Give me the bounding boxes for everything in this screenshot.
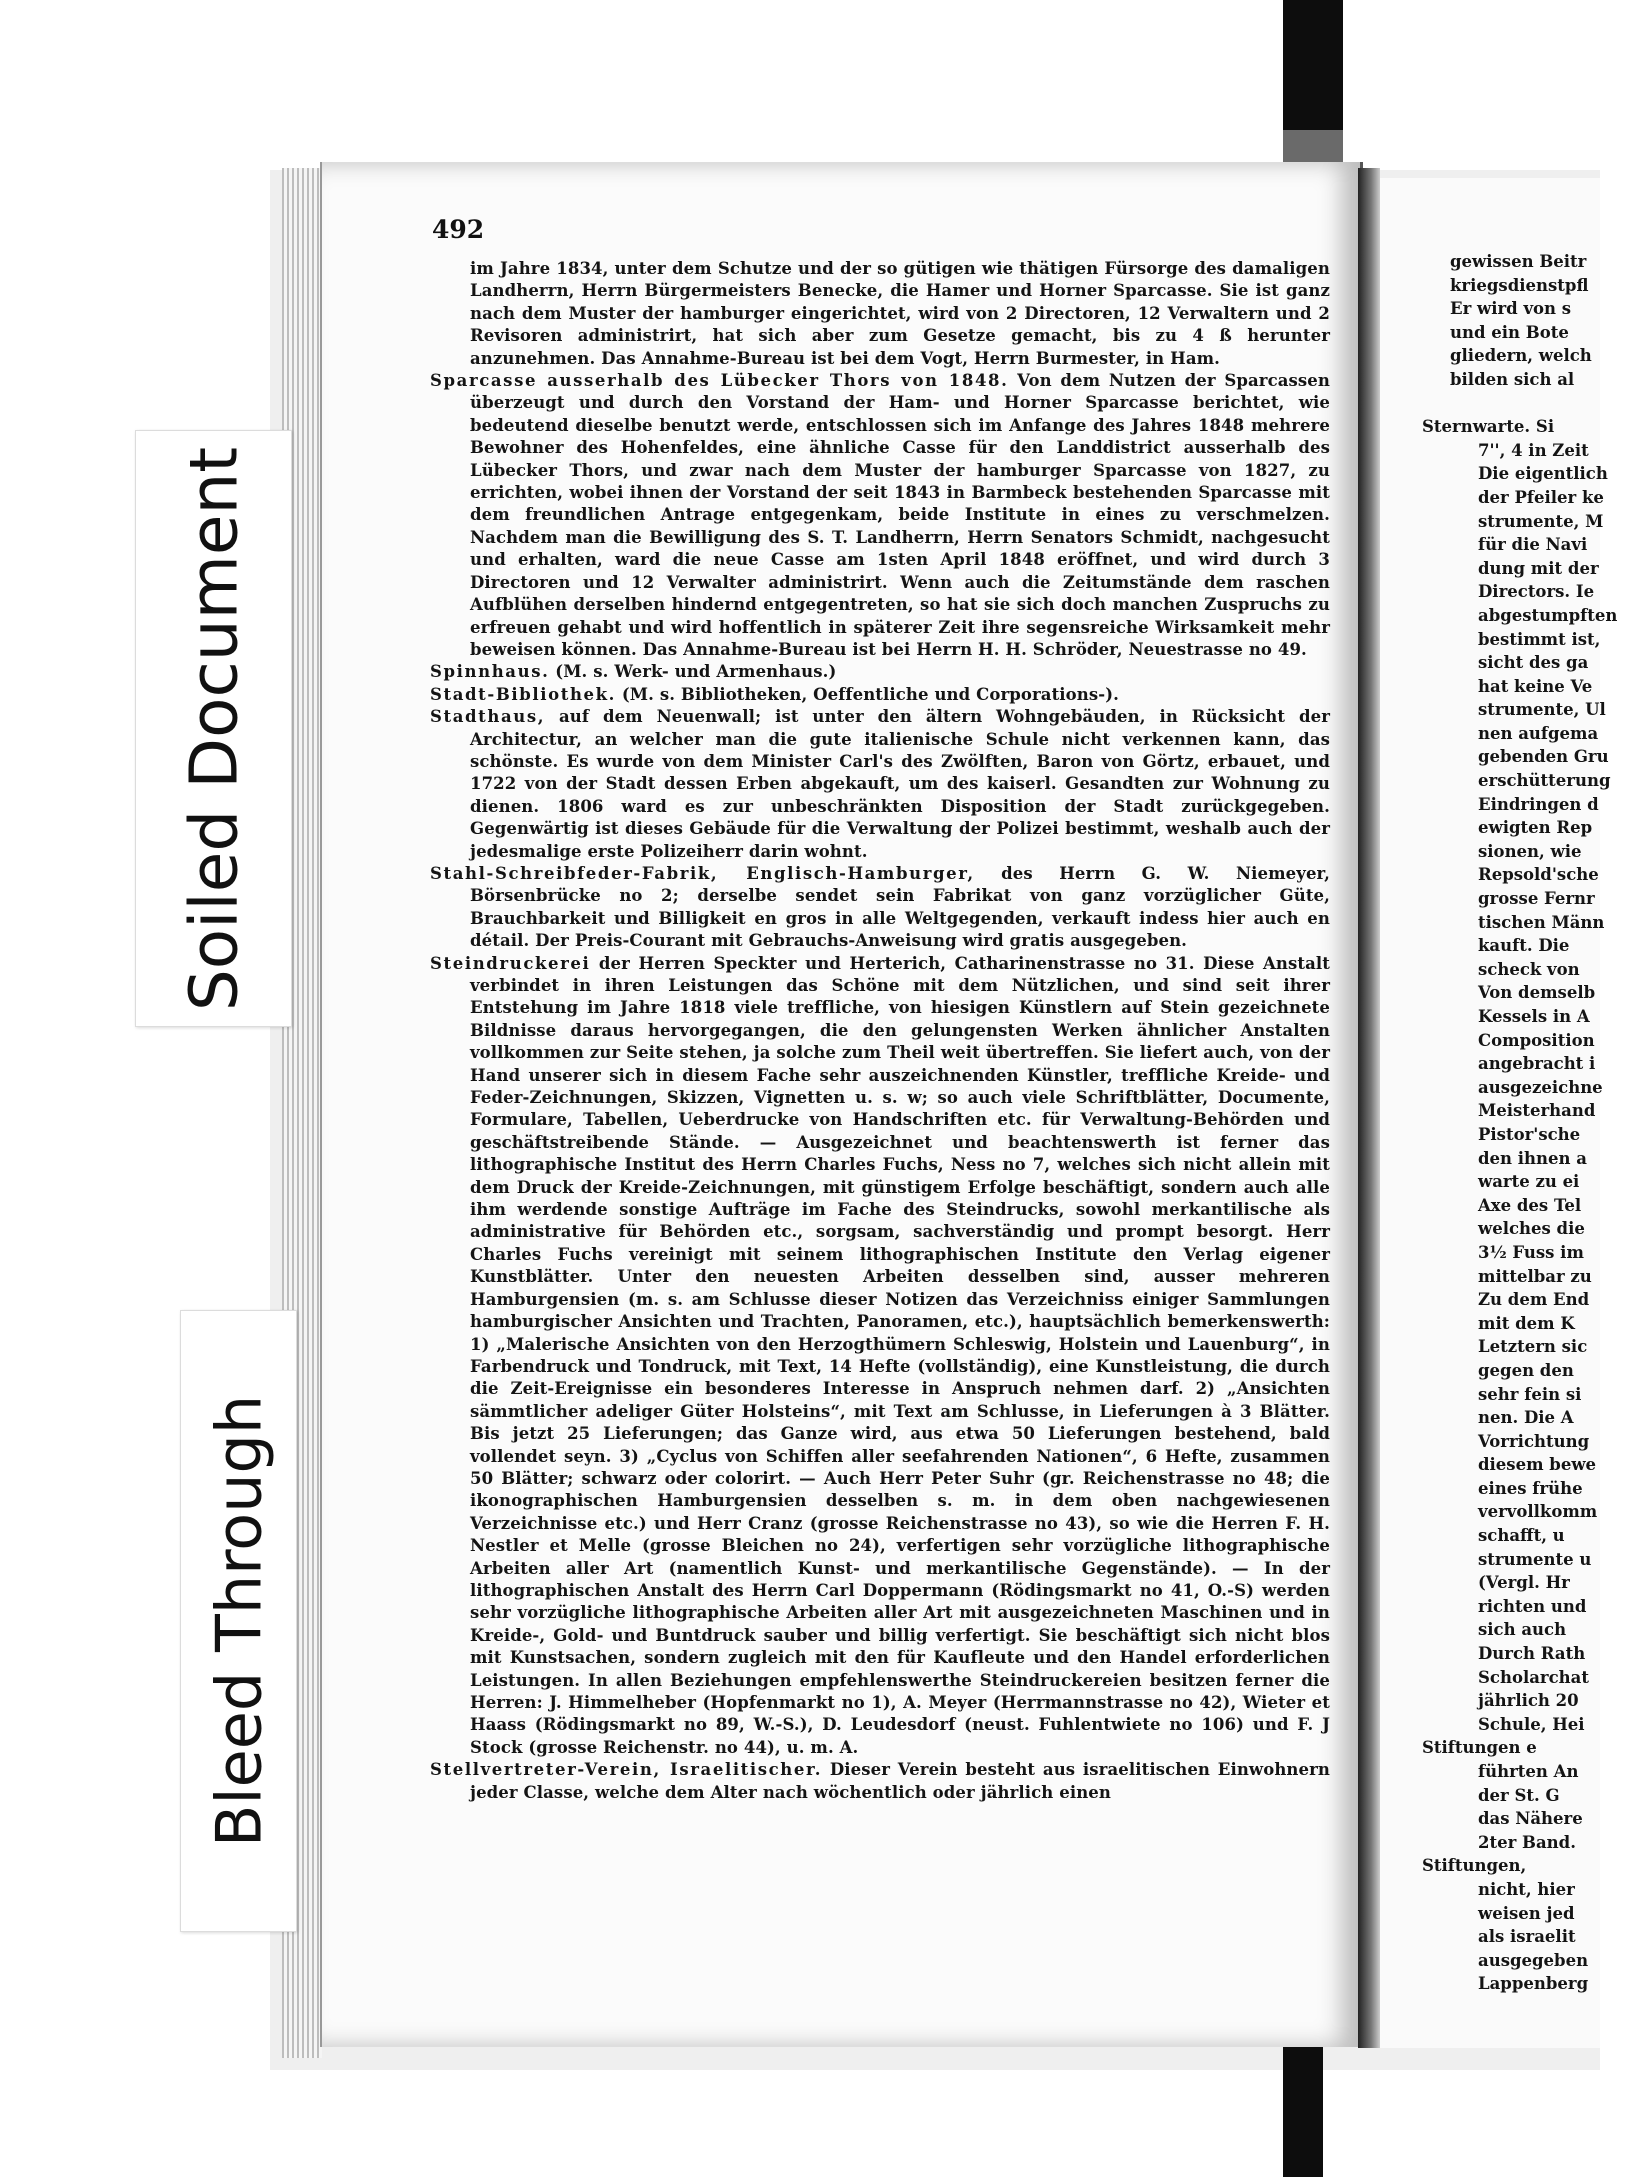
soiled-document-label	[135, 430, 292, 1027]
right-page-line: strumente u	[1478, 1549, 1592, 1569]
right-page-line: der St. G	[1478, 1785, 1560, 1805]
right-page-line: bestimmt ist,	[1478, 629, 1601, 649]
right-page-line: sich auch	[1478, 1620, 1567, 1640]
right-page-line: Letztern sic	[1478, 1337, 1588, 1357]
right-page-line: tischen Männ	[1478, 912, 1605, 932]
right-page-line: Repsold'sche	[1478, 865, 1599, 885]
right-page-line: welches die	[1478, 1219, 1585, 1239]
entry-heading: Steindruckerei	[430, 953, 591, 973]
right-page-line: Sternwarte. Si	[1422, 417, 1555, 437]
entry-body: (M. s. Werk- und Armenhaus.)	[549, 662, 837, 682]
entry-body: Dieser Verein besteht aus israelitischen Einwohnern jeder Classe, welche dem Alter nach wöchentlich oder jährlich einen	[470, 1760, 1330, 1802]
entry-body: der Herren Speckter und Herterich, Catharinenstrasse no 31. Diese Anstalt verbindet in ihren Leistungen das Schöne mit dem Nützlichen, und sind seit ihrer Entstehung im Jahre 1818 viele treffliche, von hiesigen Künstlern auf Stein gezeichnete Bildnisse daraus hervorgegangen, die den gelungensten Werken ähnlicher Anstalten vollkommen zur Seite stehen, ja solche zum Theil weit übertreffen. Sie liefert auch, von der Hand unserer sich in diesem Fache sehr auszeichnenden Künstler, treffliche Kreide- und Feder-Zeichnungen, Skizzen, Vignetten u. s. w; so auch viele Schriftblätter, Documente, Formulare, Tabellen, Ueberdrucke von Handschriften etc. für Verwaltung-Behörden und geschäftstreibende Stände. — Ausgezeichnet und beachtenswerth ist ferner das lithographische Institut des Herrn Charles Fuchs, Ness no 7, welches sich nicht allein mit dem Druck der Kreide-Zeichnungen, mit günstigem Erfolge beschäftigt, sondern auch alle ihm werdende sonstige Aufträge im Fache des Steindrucks, sowohl merkantilische als administrative für Behörden etc., sorgsam, sachverständig und prompt besorgt. Herr Charles Fuchs vereinigt mit seinem lithographischen Institute den Verlag eigener Kunstblätter. Unter den neuesten Arbeiten desselben sind, ausser mehreren Hamburgensien (m. s. am Schlusse dieser Notizen das Verzeichniss einiger Sammlungen hamburgischer Ansichten und Trachten, Panoramen, etc.), hauptsächlich bemerkenswerth: 1) „Malerische Ansichten von den Herzogthümern Schleswig, Holstein und Lauenburg“, in Farbendruck und Tondruck, mit Text, 14 Hefte (vollständig), eine Kunstleistung, die durch die Zeit-Ereignisse ein besonderes Interesse in Anspruch nehmen darf. 2) „Ansichten sämmtlicher adeliger Güter Holsteins“, mit Text am Schlusse, in Lieferungen à 3 Blätter. Bis jetzt 25 Lieferungen; das Ganze wird, aus etwa 50 Lieferungen bestehend, bald vollendet seyn. 3) „Cyclus von Schiffen aller seefahrenden Nationen“, 6 Hefte, zusammen 50 Blätter; schwarz oder colorirt. — Auch Herr Peter Suhr (gr. Reichenstrasse no 48; die ikonographischen Hamburgensien desselben s. m. in dem oben nachgewiesenen Verzeichnisse etc.) und Herr Cranz (grosse Reichenstrasse no 43), so wie die Herren F. H. Nestler et Melle (grosse Bleichen no 24), verfertigen sehr vorzügliche lithographische Arbeiten aller Art (namentlich Kunst- und merkantilische Gegenstände). — In der lithographischen Anstalt des Herrn Carl Doppermann (Rödingsmarkt no 41, O.-S) werden sehr vorzügliche lithographische Arbeiten aller Art mit ausgezeichneten Maschinen und in Kreide-, Gold- und Buntdruck sauber und billig verfertigt. Sie beschäftigt sich nicht blos mit Kunstsachen, sondern zugleich mit den für Kaufleute und den Handel erforderlichen Leistungen. In allen Beziehungen empfehlenswerthe Steindruckereien besitzen ferner die Herren: J. Himmelheber (Hopfenmarkt no 1), A. Meyer (Herrmannstrasse no 42), Wieter et Haass (Rödingsmarkt no 89, W.-S.), D. Leudesdorf (neust. Fuhlentwiete no 106) und F. J Stock (grosse Reichenstr. no 44), u. m. A.	[470, 953, 1330, 1757]
right-page-line: Meisterhand	[1478, 1101, 1596, 1121]
right-page-line: Scholarchat	[1478, 1667, 1589, 1687]
entry-body: auf dem Neuenwall; ist unter den ältern Wohngebäuden, in Rücksicht der Architectur, an welcher man die gute italienische Schule nicht verkennen kann, das schönste. Es wurde von dem Minister Carl's des Zwölften, Baron von Görtz, erbauet, und 1722 von der Stadt dessen Erben abgekauft, um des kaiserl. Gesandten zur Wohnung zu dienen. 1806 ward es zur unbeschränkten Disposition der Stadt zurückgegeben. Gegenwärtig ist dieses Gebäude für die Verwaltung der Polizei bestimmt, weshalb auch der jedesmalige erste Polizeiherr darin wohnt.	[470, 707, 1330, 861]
entry-stadthaus	[430, 706, 1330, 863]
right-page-line: dung mit der	[1478, 558, 1599, 578]
right-page-line: kauft. Die	[1478, 936, 1570, 956]
entry-stadt-bibliothek	[430, 684, 1330, 706]
right-page-line: hat keine Ve	[1478, 676, 1593, 696]
right-page-line: vervollkomm	[1478, 1502, 1598, 1522]
right-page-line: Axe des Tel	[1478, 1195, 1582, 1215]
right-page-line: richten und	[1478, 1596, 1587, 1616]
right-page-line: der Pfeiler ke	[1478, 487, 1604, 507]
right-page-line: 2ter Band.	[1478, 1832, 1576, 1852]
right-page-line: Er wird von s	[1450, 299, 1572, 319]
entry-heading: Stellvertreter-Verein, Israelitischer.	[430, 1760, 823, 1780]
scanner-bar-bottom	[1283, 2040, 1323, 2177]
page-number: 492	[432, 215, 485, 244]
right-page-line: 7'', 4 in Zeit	[1478, 440, 1589, 460]
bleed-through-label	[180, 1310, 297, 1932]
right-page-line: und ein Bote	[1450, 322, 1569, 342]
right-page-line: Kessels in A	[1478, 1007, 1590, 1026]
right-page-text	[1422, 250, 1650, 1996]
entry-heading: Spinnhaus.	[430, 662, 550, 682]
right-page-line: warte zu ei	[1478, 1172, 1580, 1192]
right-page-line: sionen, wie	[1478, 841, 1582, 861]
right-page-line: Stiftungen,	[1422, 1856, 1527, 1876]
right-page-line: ewigten Rep	[1478, 818, 1593, 838]
right-page-line: nen aufgema	[1478, 723, 1599, 743]
book-gutter	[1358, 168, 1380, 2048]
entry-sparcasse	[430, 370, 1330, 661]
right-page-line: jährlich 20	[1478, 1691, 1579, 1711]
entry-body: des Herrn G. W. Niemeyer, Börsenbrücke no 2; derselbe sendet sein Fabrikat von ganz vorzüglicher Güte, Brauchbarkeit und Billigkeit en gros in alle Weltgegenden, verkauft indess hier auch en détail. Der Preis-Courant mit Gebrauchs-Anweisung wird gratis ausgegeben.	[470, 863, 1330, 951]
right-page-line: kriegsdienstpfl	[1450, 275, 1589, 295]
entry-heading: Stadthaus,	[430, 707, 546, 727]
right-page-line: als israelit	[1478, 1927, 1576, 1947]
right-page-line: erschütterung	[1478, 771, 1611, 791]
right-page-line: grosse Fernr	[1478, 889, 1595, 909]
right-page-line: 3½ Fuss im	[1478, 1242, 1584, 1262]
right-page-line: führten An	[1478, 1762, 1579, 1781]
right-page-line: scheck von	[1478, 959, 1580, 979]
right-page-line: weisen jed	[1478, 1903, 1575, 1923]
right-page-line: gebenden Gru	[1478, 747, 1609, 767]
right-page-line: (Vergl. Hr	[1478, 1573, 1570, 1593]
soiled-document-label-text: Soiled Document	[175, 446, 252, 1011]
entry-stellvertreter-verein	[430, 1759, 1330, 1804]
right-page-line: strumente, Ul	[1478, 700, 1606, 720]
right-page-line: Eindringen d	[1478, 794, 1599, 814]
right-page-line: Vorrichtung	[1478, 1431, 1590, 1451]
right-page-line: ausgegeben	[1478, 1950, 1589, 1970]
right-page-line: diesem bewe	[1478, 1455, 1597, 1475]
right-page-line: Durch Rath	[1478, 1644, 1586, 1664]
right-page-line: für die Navi	[1478, 535, 1588, 555]
right-page-line: Directors. Ie	[1478, 582, 1595, 602]
right-page-line: eines frühe	[1478, 1478, 1583, 1498]
right-page-line: ausgezeichne	[1478, 1077, 1603, 1097]
entry-body: (M. s. Bibliotheken, Oeffentliche und Corporations-).	[616, 684, 1119, 704]
left-page-text	[430, 258, 1330, 1804]
right-page-line: den ihnen a	[1478, 1148, 1587, 1168]
entry-body: Von dem Nutzen der Sparcassen überzeugt und durch den Vorstand der Ham- und Horner Sparcasse berichtet, wie bedeutend dieselbe benutzt werde, entschlossen sich im Anfange des Jahres 1848 mehrere Bewohner des Hohenfeldes, eine ähnliche Casse für den Landdistrict ausserhalb des Lübecker Thors, und zwar nach dem Muster der hamburger Sparcasse von 1827, zu errichten, wobei ihnen der Vorstand der seit 1843 in Barmbeck bestehenden Sparcasse mit dem freundlichen Antrage entgegenkam, beide Institute in eines zu verschmelzen. Nachdem man die Bewilligung des S. T. Landherrn, Herrn Senators Schmidt, nachgesucht und erhalten, ward die neue Casse am 1sten April 1848 eröffnet, und wird durch 3 Directoren und 12 Verwalter administrirt. Wenn auch die Zeitumstände dem raschen Aufblühen derselben hindernd entgegentreten, so hat sie sich doch manchen Zuspruchs zu erfreuen gehabt und wird hoffentlich in späterer Zeit ihre segensreiche Wirksamkeit mehr beweisen können. Das Annahme-Bureau ist bei Herrn H. H. Schröder, Neuestrasse no 49.	[470, 371, 1330, 659]
right-page-line: mittelbar zu	[1478, 1266, 1592, 1286]
right-page-line: mit dem K	[1478, 1313, 1575, 1333]
right-page-line: Zu dem End	[1478, 1290, 1590, 1310]
right-page-line: Die eigentlich	[1478, 464, 1608, 484]
bleed-through-label-text: Bleed Through	[202, 1394, 275, 1848]
right-page-line: nen. Die A	[1478, 1408, 1574, 1428]
right-page-line: das Nähere	[1478, 1809, 1583, 1829]
right-page-line: Schule, Hei	[1478, 1714, 1585, 1734]
right-page-line: Stiftungen e	[1422, 1738, 1537, 1758]
right-page-line: Lappenberg	[1478, 1974, 1589, 1994]
right-page-line: angebracht i	[1478, 1054, 1596, 1074]
right-page-line: gegen den	[1478, 1360, 1574, 1380]
entry-stahl-schreibfeder	[430, 863, 1330, 953]
right-page-line	[1450, 392, 1650, 416]
paragraph-hamer-horner: im Jahre 1834, unter dem Schutze und der so gütigen wie thätigen Fürsorge des damaligen Landherrn, Herrn Bürgermeisters Benecke, die Hamer und Horner Sparcasse. Sie ist ganz nach dem Muster der hamburger eingerichtet, wird von 2 Directoren, 12 Verwaltern und 2 Revisoren administrirt, hat sich aber zum Gesetze gemacht, bis zu 4 ß herunter anzunehmen. Das Annahme-Bureau ist bei dem Vogt, Herrn Burmester, in Ham.	[470, 259, 1330, 368]
right-page-line: sicht des ga	[1478, 653, 1589, 673]
right-page-line: abgestumpften	[1478, 605, 1618, 625]
entry-heading: Stahl-Schreibfeder-Fabrik, Englisch-Hamburger,	[430, 863, 975, 883]
right-page-line: gliedern, welch	[1450, 346, 1592, 366]
entry-heading: Stadt-Bibliothek.	[430, 684, 617, 704]
entry-heading: Sparcasse ausserhalb des Lübecker Thors von 1848.	[430, 371, 1009, 391]
right-page-line: Von demselb	[1478, 983, 1596, 1003]
right-page-line: Pistor'sche	[1478, 1124, 1581, 1144]
right-page-line: strumente, M	[1478, 511, 1604, 531]
entry-spinnhaus	[430, 661, 1330, 683]
right-page-line: Composition	[1478, 1030, 1595, 1050]
right-page-line: nicht, hier	[1478, 1879, 1575, 1899]
right-page-line: bilden sich al	[1450, 369, 1575, 389]
entry-steindruckerei	[430, 953, 1330, 1760]
right-page-line: sehr fein si	[1478, 1384, 1582, 1404]
right-page-line: gewissen Beitr	[1450, 252, 1587, 271]
right-page-line: schafft, u	[1478, 1526, 1565, 1546]
